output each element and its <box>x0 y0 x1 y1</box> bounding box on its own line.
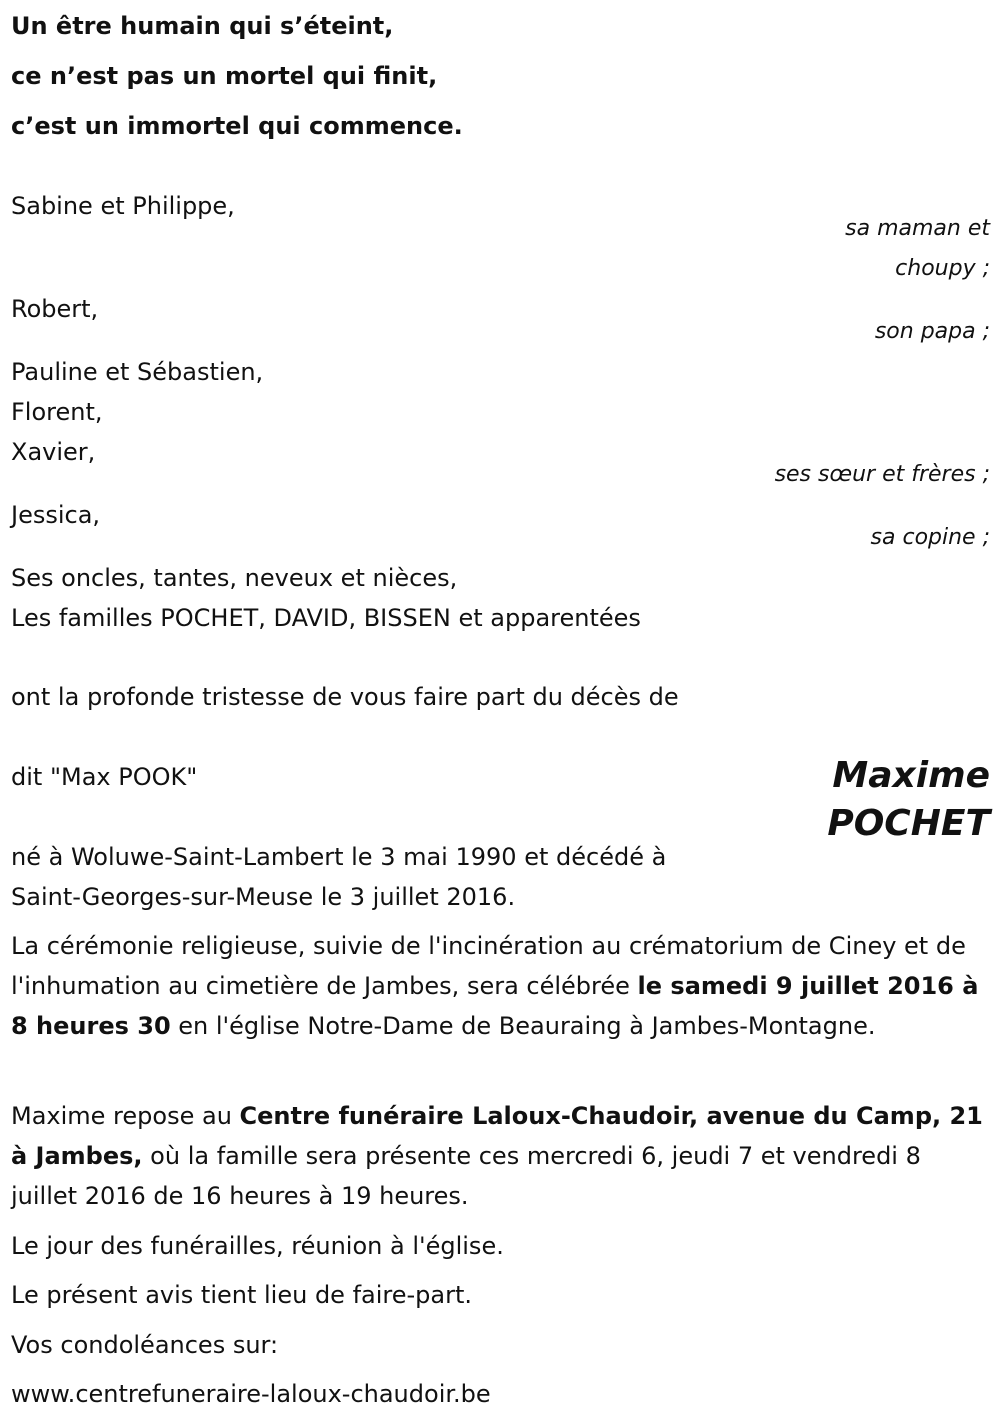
quote-line-3: c’est un immortel qui commence. <box>11 112 463 140</box>
repose-intro: Maxime repose au <box>11 1102 240 1130</box>
repose-details: où la famille sera présente ces mercredi 6, jeudi 7 et vendredi 8 juillet 2016 de 16 heures à 19 heures. <box>11 1142 921 1210</box>
ceremony-place: en l'église Notre-Dame de Beauraing à Jambes-Montagne. <box>170 1012 876 1040</box>
deceased-nickname: dit "Max POOK" <box>11 763 198 791</box>
funeral-reunion: Le jour des funérailles, réunion à l'église. <box>11 1232 504 1260</box>
quote-line-2: ce n’est pas un mortel qui finit, <box>11 62 438 90</box>
relation-siblings: ses sœur et frères ; <box>774 462 990 487</box>
family-xavier: Xavier, <box>11 438 96 466</box>
condolences-website-link[interactable]: www.centrefuneraire-laloux-chaudoir.be <box>11 1380 491 1408</box>
deceased-first-name: Maxime <box>832 755 990 796</box>
repose-paragraph <box>11 1096 991 1216</box>
relation-copine: sa copine ; <box>870 525 990 550</box>
ceremony-paragraph <box>11 926 991 1046</box>
announcement-text: ont la profonde tristesse de vous faire part du décès de <box>11 683 679 711</box>
birth-death-line-2: Saint-Georges-sur-Meuse le 3 juillet 2016. <box>11 883 516 911</box>
family-extended: Ses oncles, tantes, neveux et nièces, <box>11 564 458 592</box>
ceremony-intro: La cérémonie religieuse, suivie de l'incinération au crématorium de Ciney et de l'inhumation au cimetière de Jambes, sera célébrée <box>11 932 966 1000</box>
relation-maman-line-2: choupy ; <box>895 256 990 281</box>
family-robert: Robert, <box>11 295 99 323</box>
deceased-last-name: POCHET <box>827 803 990 844</box>
ceremony-date: le samedi 9 juillet 2016 à 8 heures 30 <box>11 972 979 1040</box>
family-names: Les familles POCHET, DAVID, BISSEN et apparentées <box>11 604 641 632</box>
quote-line-1: Un être humain qui s’éteint, <box>11 12 394 40</box>
condolences-label: Vos condoléances sur: <box>11 1331 279 1359</box>
family-pauline-sebastien: Pauline et Sébastien, <box>11 358 264 386</box>
family-jessica: Jessica, <box>11 501 101 529</box>
relation-maman-line-1: sa maman et <box>845 216 990 241</box>
family-florent: Florent, <box>11 398 103 426</box>
notice-text: Le présent avis tient lieu de faire-part. <box>11 1281 473 1309</box>
relation-papa: son papa ; <box>874 319 990 344</box>
repose-location: Centre funéraire Laloux-Chaudoir, avenue du Camp, 21 à Jambes, <box>11 1102 983 1170</box>
family-sabine-philippe: Sabine et Philippe, <box>11 192 235 220</box>
birth-death-line-1: né à Woluwe-Saint-Lambert le 3 mai 1990 et décédé à <box>11 843 667 871</box>
